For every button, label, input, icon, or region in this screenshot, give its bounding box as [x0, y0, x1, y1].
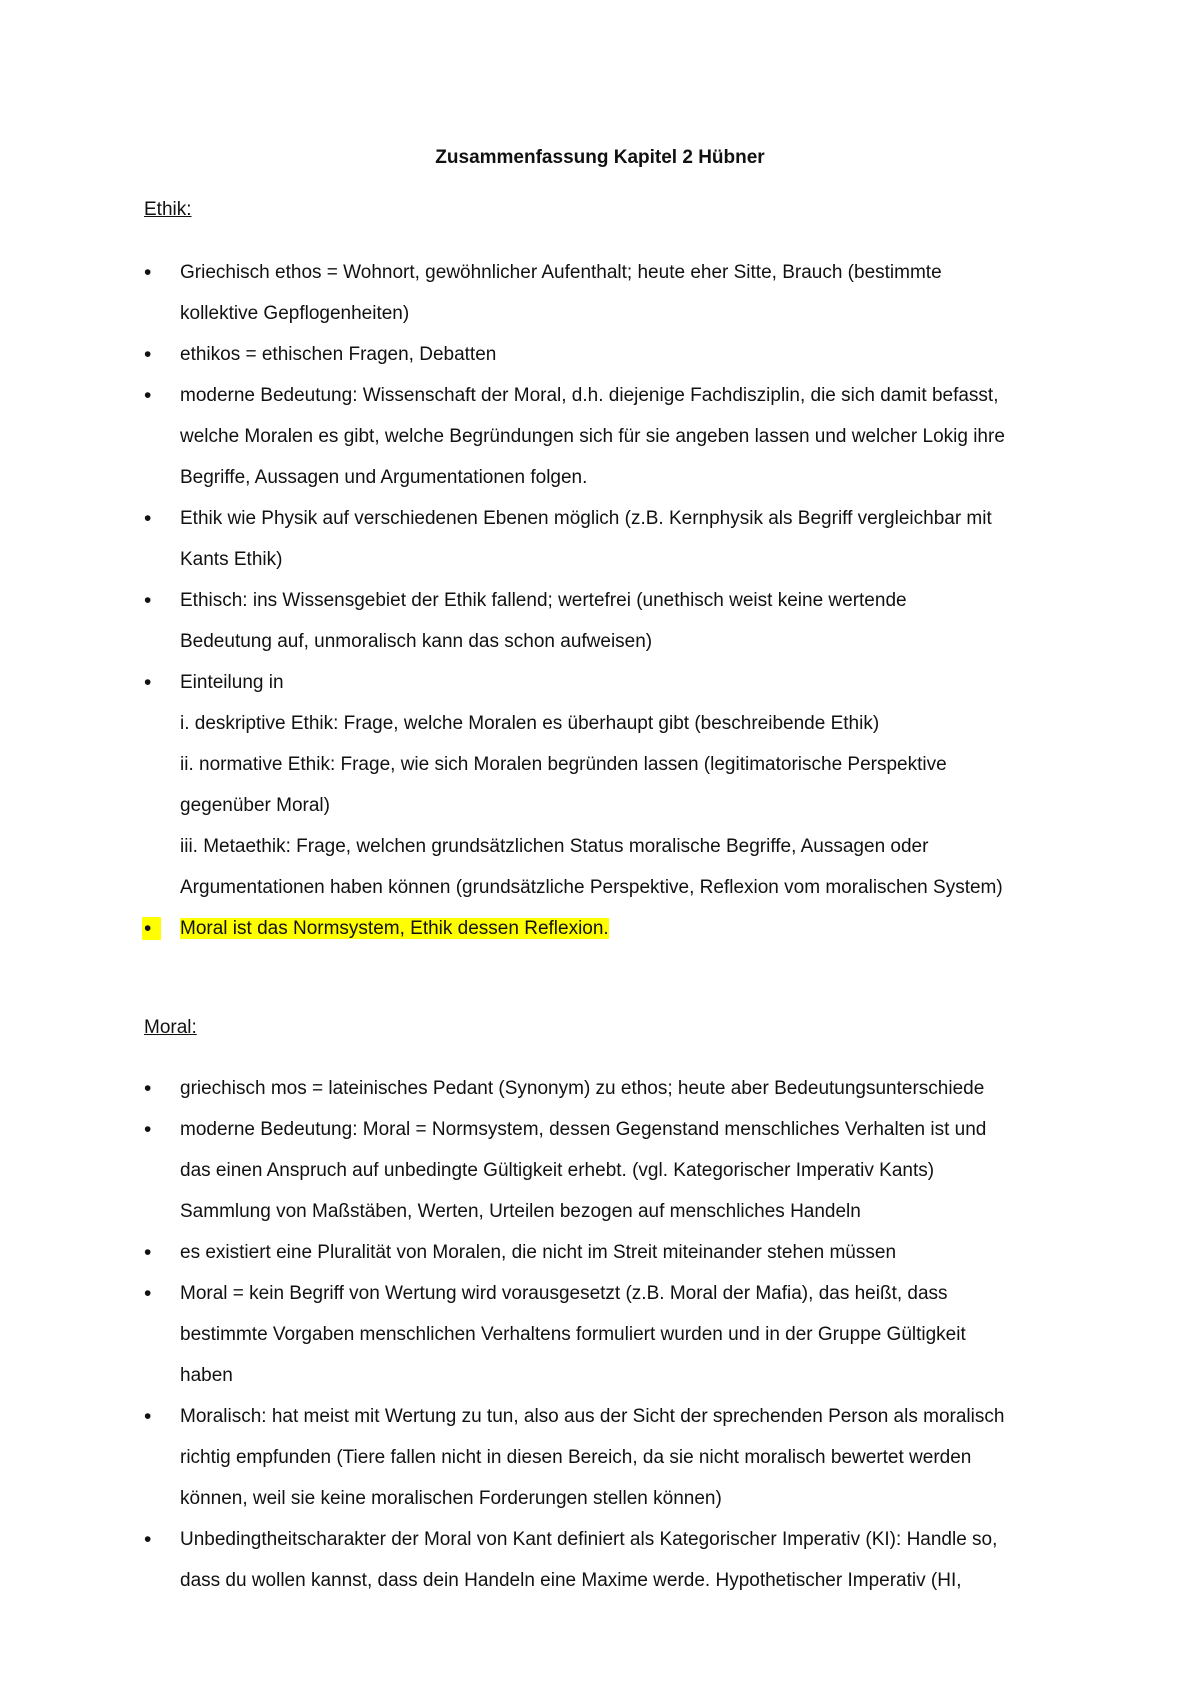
- list-item: [144, 1519, 1074, 1601]
- list-item-text-line: das einen Anspruch auf unbedingte Gültigkeit erhebt. (vgl. Kategorischer Imperativ Kants): [180, 1160, 935, 1181]
- list-item-text-line: richtig empfunden (Tiere fallen nicht in diesen Bereich, da sie nicht moralisch bewertet werden: [180, 1447, 972, 1468]
- bullet-icon: •: [144, 1118, 152, 1141]
- list-item-text-line: Moral = kein Begriff von Wertung wird vorausgesetzt (z.B. Moral der Mafia), das heißt, dass: [180, 1283, 948, 1304]
- bullet-icon: •: [144, 261, 152, 284]
- list-item-text-line: Ethik wie Physik auf verschiedenen Ebenen möglich (z.B. Kernphysik als Begriff vergleichbar mit: [180, 508, 992, 529]
- list-item-text-line: Sammlung von Maßstäben, Werten, Urteilen bezogen auf menschliches Handeln: [180, 1201, 861, 1222]
- list-item: [144, 1068, 1074, 1109]
- list-item-text-line: Bedeutung auf, unmoralisch kann das schon aufweisen): [180, 631, 653, 652]
- list-item: [144, 662, 1074, 908]
- list-item-text-line: es existiert eine Pluralität von Moralen, die nicht im Streit miteinander stehen müssen: [180, 1242, 897, 1263]
- bullet-icon: •: [144, 1282, 152, 1305]
- section-heading-ethik: Ethik:: [144, 199, 192, 220]
- list-item-text-line: ethikos = ethischen Fragen, Debatten: [180, 344, 497, 365]
- list-item-text-line: Ethisch: ins Wissensgebiet der Ethik fallend; wertefrei (unethisch weist keine wertende: [180, 590, 907, 611]
- list-item: [144, 375, 1074, 498]
- bullet-icon: •: [144, 908, 164, 949]
- list-item: [144, 498, 1074, 580]
- list-item: [144, 252, 1074, 334]
- bullet-icon: •: [144, 384, 152, 407]
- list-item-text-line: i. deskriptive Ethik: Frage, welche Moralen es überhaupt gibt (beschreibende Ethik): [180, 713, 880, 734]
- list-item-text-line: Begriffe, Aussagen und Argumentationen folgen.: [180, 467, 588, 488]
- moral-bullet-list: [144, 1068, 1074, 1601]
- list-item: [144, 1273, 1074, 1396]
- list-item-text-line: kollektive Gepflogenheiten): [180, 303, 410, 324]
- document-title: Zusammenfassung Kapitel 2 Hübner: [435, 147, 765, 168]
- list-item-text-line: gegenüber Moral): [180, 795, 330, 816]
- list-item: [144, 1109, 1074, 1232]
- list-item-text-line: Einteilung in: [180, 672, 284, 693]
- list-item-text-line: welche Moralen es gibt, welche Begründungen sich für sie angeben lassen und welcher Lokig ihre: [180, 426, 1005, 447]
- bullet-icon: •: [144, 507, 152, 530]
- list-item-text-line: moderne Bedeutung: Moral = Normsystem, dessen Gegenstand menschliches Verhalten ist und: [180, 1119, 987, 1140]
- bullet-icon: •: [144, 1528, 152, 1551]
- list-item-text-line: Kants Ethik): [180, 549, 283, 570]
- list-item-text-line: griechisch mos = lateinisches Pedant (Synonym) zu ethos; heute aber Bedeutungsunterschiede: [180, 1078, 985, 1099]
- highlighted-text: Moral ist das Normsystem, Ethik dessen Reflexion.: [180, 918, 609, 939]
- list-item: [144, 908, 1074, 949]
- list-item-text-line: ii. normative Ethik: Frage, wie sich Moralen begründen lassen (legitimatorische Perspektive: [180, 754, 947, 775]
- list-item-text-line: Griechisch ethos = Wohnort, gewöhnlicher Aufenthalt; heute eher Sitte, Brauch (bestimmte: [180, 262, 942, 283]
- ethik-bullet-list: [144, 252, 1074, 949]
- list-item-text-line: Moralisch: hat meist mit Wertung zu tun, also aus der Sicht der sprechenden Person als moralisch: [180, 1406, 1005, 1427]
- bullet-icon: •: [144, 343, 152, 366]
- list-item: [144, 334, 1074, 375]
- list-item: [144, 1396, 1074, 1519]
- bullet-icon: •: [144, 1077, 152, 1100]
- list-item-text-line: [180, 908, 1074, 949]
- list-item-text-line: dass du wollen kannst, dass dein Handeln eine Maxime werde. Hypothetischer Imperativ (HI,: [180, 1570, 962, 1591]
- list-item-text-line: Argumentationen haben können (grundsätzliche Perspektive, Reflexion vom moralischen System): [180, 877, 1003, 898]
- list-item-text-line: bestimmte Vorgaben menschlichen Verhaltens formuliert wurden und in der Gruppe Gültigkeit: [180, 1324, 966, 1345]
- list-item-text-line: iii. Metaethik: Frage, welchen grundsätzlichen Status moralische Begriffe, Aussagen oder: [180, 836, 929, 857]
- list-item: [144, 1232, 1074, 1273]
- bullet-icon: •: [144, 1241, 152, 1264]
- bullet-icon: •: [144, 1405, 152, 1428]
- section-heading-moral: Moral:: [144, 1017, 197, 1038]
- list-item-text-line: können, weil sie keine moralischen Forderungen stellen können): [180, 1488, 722, 1509]
- bullet-icon: •: [144, 589, 152, 612]
- list-item-text-line: moderne Bedeutung: Wissenschaft der Moral, d.h. diejenige Fachdisziplin, die sich damit befasst,: [180, 385, 999, 406]
- bullet-icon: •: [144, 671, 152, 694]
- list-item-text-line: Unbedingtheitscharakter der Moral von Kant definiert als Kategorischer Imperativ (KI): Handle so,: [180, 1529, 998, 1550]
- list-item: [144, 580, 1074, 662]
- list-item-text-line: haben: [180, 1365, 233, 1386]
